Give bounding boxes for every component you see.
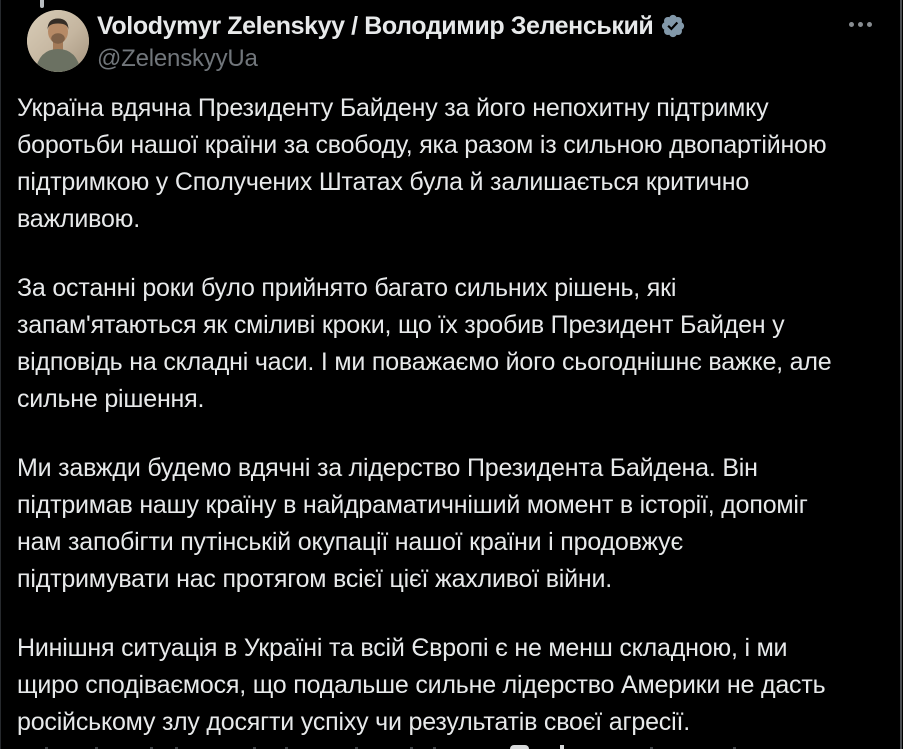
text-line: нам запобігти путінській окупації нашої країни і продовжує: [17, 528, 684, 556]
text-line: Нинішня ситуація в Україні та всій Європі є не менш складною, і ми: [17, 634, 788, 662]
paragraph-1: [17, 90, 875, 238]
tweet-header: [0, 0, 903, 72]
text-line: важливою.: [17, 205, 140, 233]
tweet-text: [17, 90, 875, 741]
text-line: щиро сподіваємося, що подальше сильне лідерство Америки не дасть: [17, 671, 826, 699]
text-line: російському злу досягти успіху чи результатів своєї агресії.: [17, 708, 690, 736]
paragraph-4: [17, 630, 875, 741]
more-horizontal-dots-icon: [849, 22, 854, 27]
text-line: Україна вдячна Президенту Байдену за його непохитну підтримку: [17, 94, 769, 122]
window-right-edge: [900, 0, 902, 749]
text-line: запам'ятаються як сміливі кроки, що їх зробив Президент Байден у: [17, 311, 785, 339]
avatar[interactable]: [27, 10, 89, 72]
text-line: сильне рішення.: [17, 385, 205, 413]
verified-badge-seal: [662, 15, 684, 37]
text-line: боротьби нашої країни за свободу, яка разом із сильною двопартійною: [17, 131, 827, 159]
window-left-edge: [0, 0, 1, 749]
avatar-portrait-graphic: [27, 10, 89, 72]
text-line: Ми завжди будемо вдячні за лідерство Президента Байдена. Він: [17, 454, 758, 482]
more-options-button[interactable]: [847, 20, 874, 29]
text-line: За останні роки було прийнято багато сильних рішень, які: [17, 274, 677, 302]
verified-badge-icon: [660, 13, 686, 39]
text-line: відповідь на складні часи. І ми поважаємо його сьогоднішнє важке, але: [17, 348, 832, 376]
user-handle[interactable]: @ZelenskyyUa: [97, 45, 258, 72]
paragraph-2: [17, 270, 875, 418]
clipped-next-line: [0, 743, 903, 749]
user-identity: [97, 10, 686, 72]
paragraph-3: [17, 450, 875, 598]
text-line: підтримувати нас протягом всієї цієї жахливої війни.: [17, 565, 613, 593]
text-line: підтримав нашу країну в найдраматичніший момент в історії, допоміг: [17, 491, 808, 519]
display-name[interactable]: Volodymyr Zelenskyy / Володимир Зеленський: [97, 12, 654, 40]
text-line: підтримкою у Сполучених Штатах була й залишається критично: [17, 168, 750, 196]
